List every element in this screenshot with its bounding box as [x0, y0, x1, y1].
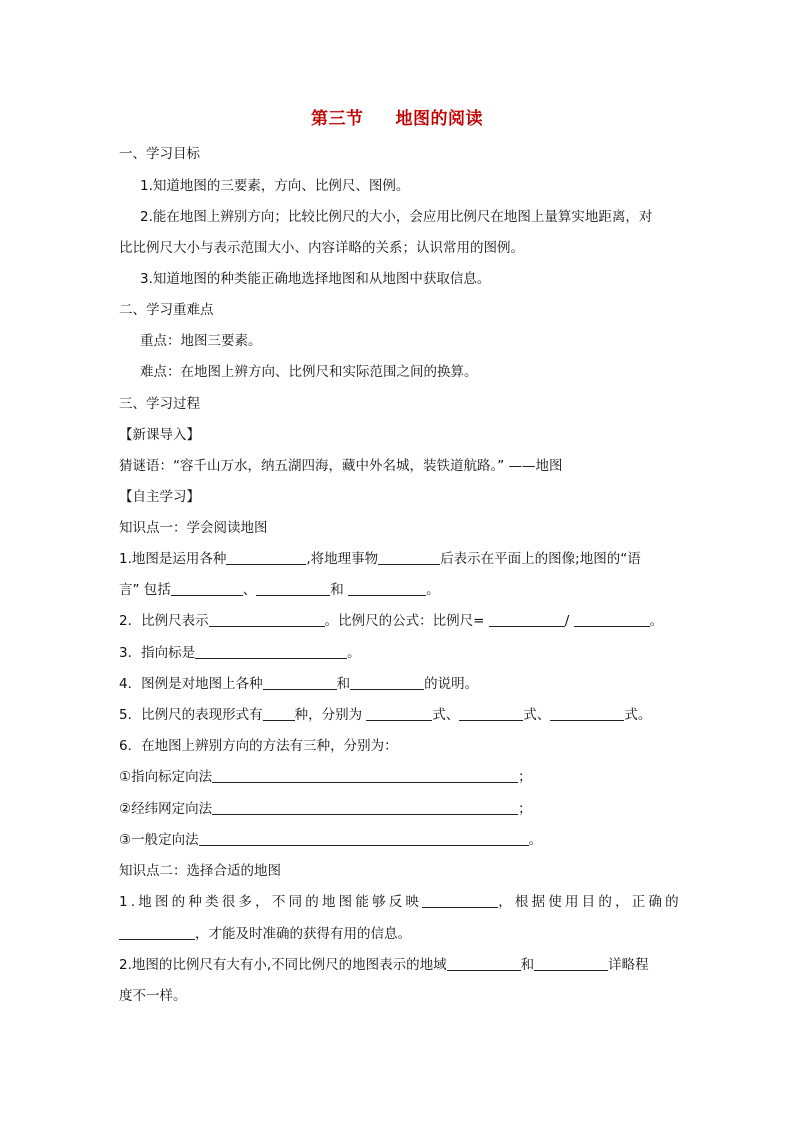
method-2: ②经纬网定向法 ； — [119, 801, 532, 817]
answer-blank[interactable] — [350, 675, 424, 690]
answer-blank[interactable] — [348, 581, 426, 596]
question-4: 4．图例是对地图上各种 和 的说明。 — [119, 676, 479, 692]
kp2-question-2-line-1: 2.地图的比例尺有大有小,不同比例尺的地图表示的地域 和 详略程 — [119, 957, 649, 973]
page-title — [0, 104, 794, 129]
difficult-point: 难点：在地图上辨方向、比例尺和实际范围之间的换算。 — [140, 364, 478, 380]
section-number: 第三节 — [311, 109, 364, 129]
question-2: 2．比例尺表示 。比例尺的公式：比例尺= / 。 — [119, 613, 664, 629]
goal-item-3: 3.知道地图的种类能正确地选择地图和从地图中获取信息。 — [140, 271, 491, 287]
goal-item-2: 2.能在地图上辨别方向；比较比例尺的大小，会应用比例尺在地图上量算实地距离，对 — [140, 209, 653, 225]
kp2-question-1-line-1: 1.地图的种类很多，不同的地图能够反映 ，根据使用目的，正确的 — [119, 894, 682, 910]
riddle: 猜谜语：“容千山万水，纳五湖四海，藏中外名城，装铁道航路。” ——地图 — [119, 458, 563, 474]
answer-blank[interactable] — [422, 893, 498, 908]
answer-blank[interactable] — [447, 956, 521, 971]
answer-blank[interactable] — [226, 550, 306, 565]
question-6: 6．在地图上辨别方向的方法有三种，分别为： — [119, 738, 398, 754]
kp2-question-2-line-2: 度不一样。 — [119, 988, 187, 1004]
section-title: 地图的阅读 — [395, 109, 483, 129]
section-heading-key-points: 二、学习重难点 — [119, 302, 214, 318]
goal-item-1: 1.知道地图的三要素，方向、比例尺、图例。 — [140, 178, 410, 194]
answer-blank[interactable] — [263, 706, 295, 721]
section-heading-goals: 一、学习目标 — [119, 146, 200, 162]
answer-blank[interactable] — [209, 612, 325, 627]
kp2-question-1-line-2: ，才能及时准确的获得有用的信息。 — [119, 925, 411, 943]
answer-blank[interactable] — [378, 550, 440, 565]
answer-blank[interactable] — [366, 706, 432, 721]
knowledge-point-1-heading: 知识点一：学会阅读地图 — [119, 520, 268, 536]
question-1-line-2: 言” 包括 、 和 。 — [119, 582, 440, 598]
method-3: ③一般定向法 。 — [119, 832, 543, 848]
answer-blank[interactable] — [550, 706, 624, 721]
answer-blank[interactable] — [171, 581, 243, 596]
answer-blank[interactable] — [212, 768, 518, 783]
question-1-line-1: 1.地图是运用各种 ,将地理事物 后表示在平面上的图像;地图的“语 — [119, 551, 641, 567]
answer-blank[interactable] — [119, 925, 195, 940]
intro-tag: 【新课导入】 — [119, 427, 200, 443]
answer-blank[interactable] — [263, 675, 337, 690]
question-3: 3．指向标是 。 — [119, 645, 361, 661]
answer-blank[interactable] — [574, 612, 650, 627]
answer-blank[interactable] — [489, 612, 565, 627]
answer-blank[interactable] — [256, 581, 330, 596]
answer-blank[interactable] — [534, 956, 608, 971]
key-point: 重点：地图三要素。 — [140, 333, 262, 349]
answer-blank[interactable] — [212, 800, 518, 815]
goal-item-2-cont: 比比例尺大小与表示范围大小、内容详略的关系；认识常用的图例。 — [119, 240, 524, 256]
question-5: 5．比例尺的表现形式有 种，分别为 式、 式、 式。 — [119, 707, 652, 723]
knowledge-point-2-heading: 知识点二：选择合适的地图 — [119, 863, 281, 879]
answer-blank[interactable] — [195, 644, 347, 659]
answer-blank[interactable] — [459, 706, 523, 721]
self-study-tag: 【自主学习】 — [119, 489, 200, 505]
answer-blank[interactable] — [199, 831, 529, 846]
section-heading-process: 三、学习过程 — [119, 396, 200, 412]
method-1: ①指向标定向法 ； — [119, 769, 532, 785]
